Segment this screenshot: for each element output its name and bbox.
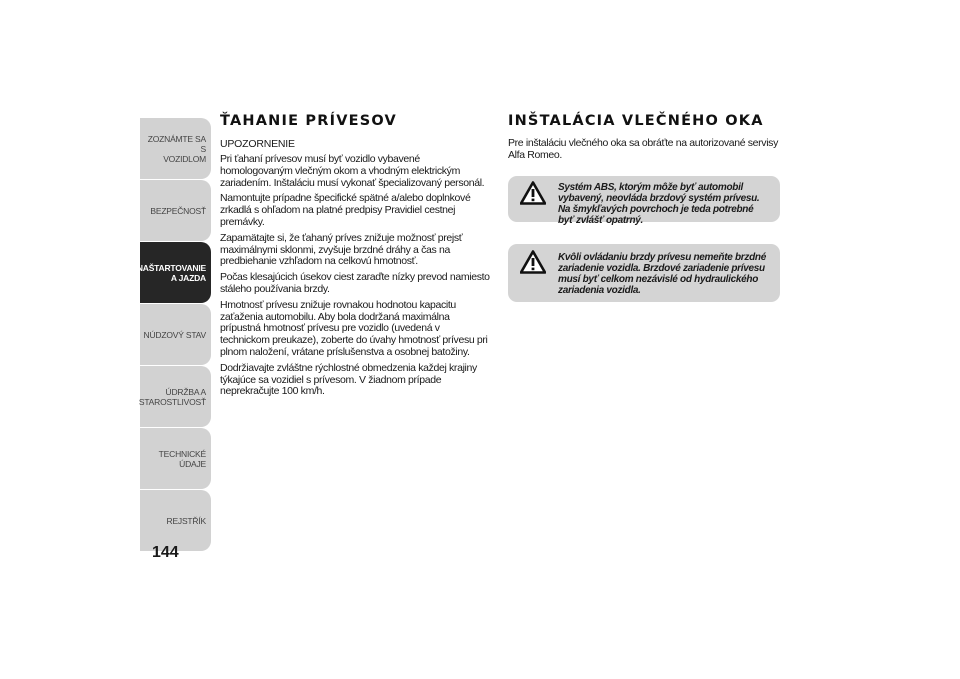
paragraph: Zapamätajte si, že ťahaný príves znižuje možnosť prejsť maximálnymi sklonmi, zvyšuje brzdné dráhy a čas na predbiehanie vzhľadom na celkovú hmotnosť. [220, 231, 463, 268]
warning-text: Systém ABS, ktorým môže byť automobil vybavený, neovláda brzdový systém prívesu. Na šmykľavých povrchoch je teda potrebné byť zvlášť opatrný. [558, 181, 760, 227]
section-heading-towing: ŤAHANIE PRÍVESOV [220, 113, 397, 129]
tab-zoznamte-sa-s-vozidlom[interactable] [140, 118, 211, 179]
warning-box-brake [508, 244, 780, 302]
tab-nudzovy-stav[interactable] [140, 304, 211, 365]
page-number: 144 [152, 544, 179, 561]
tab-label: NÚDZOVÝ STAV [143, 329, 206, 340]
notice-label: UPOZORNENIE [220, 138, 295, 150]
warning-triangle-icon [520, 181, 546, 205]
chapter-sidebar [136, 118, 211, 552]
left-column [220, 113, 490, 402]
warning-box-abs [508, 176, 780, 227]
tab-label: TECHNICKÉ ÚDAJE [158, 448, 206, 469]
tab-label: ZOZNÁMTE SA S VOZIDLOM [147, 133, 206, 164]
tab-rejstrik[interactable] [140, 490, 211, 551]
paragraph: Pri ťahaní prívesov musí byť vozidlo vybavené homologovaným vlečným okom a vhodným elektrickým zariadením. Inštaláciu musí vykonať špecializovaný personál. [220, 153, 485, 189]
tab-udrzba-a-starostlivost[interactable] [140, 366, 211, 427]
tab-label: NAŠTARTOVANIE A JAZDA [136, 262, 206, 283]
paragraph: Dodržiavajte zvláštne rýchlostné obmedzenia každej krajiny týkajúce sa vozidiel s prívesom. V žiadnom prípade neprekračujte 100 km/h. [220, 361, 477, 398]
paragraph: Hmotnosť prívesu znižuje rovnakou hodnotou kapacitu zaťaženia automobilu. Aby bola dodržaná maximálna prípustná hmotnosť prívesu pre vozidlo (uvedená v technickom preukaze), zoberte do úvahy hmotnosť prívesu pri plnom naložení, vrátane príslušenstva a osobnej batožiny. [220, 298, 488, 358]
intro-paragraph: Pre inštaláciu vlečného oka sa obráťte na autorizované servisy Alfa Romeo. [508, 137, 778, 161]
paragraph: Počas klesajúcich úsekov ciest zaraďte nízky prevod namiesto stáleho používania brzdy. [220, 271, 490, 295]
right-column [508, 113, 780, 302]
tab-label: ÚDRŽBA A STAROSTLIVOSŤ [138, 386, 206, 407]
warning-triangle-icon [520, 250, 546, 274]
tab-nastartovanie-a-jazda[interactable] [136, 242, 211, 303]
tab-bezpecnost[interactable] [140, 180, 211, 241]
tab-label: REJSTŘÍK [166, 515, 206, 526]
tab-label: BEZPEČNOSŤ [150, 205, 206, 216]
warning-text: Kvôli ovládaniu brzdy prívesu nemeňte brzdné zariadenie vozidla. Brzdové zariadenie prívesu musí byť celkom nezávislé od hydraulického zariadenia vozidla. [558, 251, 766, 297]
paragraph: Namontujte prípadne špecifické spätné a/alebo doplnkové zrkadlá s ohľadom na platné predpisy Pravidiel cestnej premávky. [220, 192, 471, 228]
section-heading-tow-hook: INŠTALÁCIA VLEČNÉHO OKA [508, 113, 764, 129]
tab-technicke-udaje[interactable] [140, 428, 211, 489]
